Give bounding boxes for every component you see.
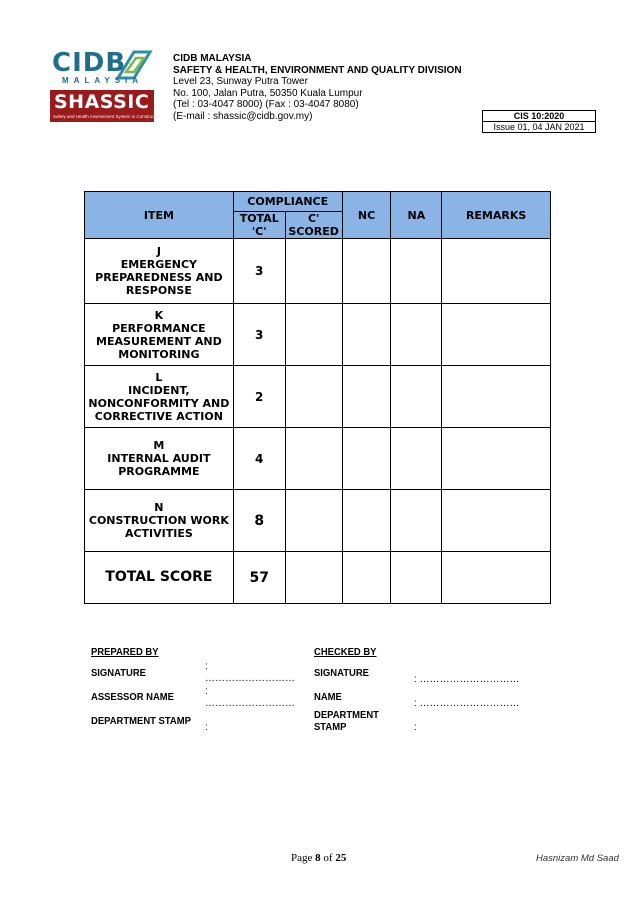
total-c-cell: 2: [233, 366, 285, 428]
cidb-logo-text: CIDB: [52, 48, 127, 78]
na-cell[interactable]: [391, 366, 442, 428]
shassic-logo-tagline: Safety and Health Assessment System in Construction: [53, 114, 162, 119]
header-c-scored: C' SCORED: [285, 212, 342, 239]
shassic-logo-title: SHASSIC: [54, 91, 150, 113]
prepared-by-heading: PREPARED BY: [91, 646, 159, 658]
prepared-signature-colon: :: [205, 661, 208, 672]
division-name: SAFETY & HEALTH, ENVIRONMENT AND QUALITY DIVISION: [173, 64, 462, 76]
table-row: [85, 428, 551, 490]
checked-signature-label: SIGNATURE: [314, 667, 369, 679]
total-c-cell: 3: [233, 304, 285, 366]
checked-department-stamp-field[interactable]: :: [414, 722, 417, 733]
checked-department-stamp-label: DEPARTMENT STAMP: [314, 709, 379, 733]
shassic-logo: [50, 90, 162, 122]
remarks-total-cell[interactable]: [442, 552, 551, 604]
nc-cell[interactable]: [342, 366, 391, 428]
prepared-signature-field[interactable]: ………………………: [205, 673, 295, 684]
prepared-department-stamp-label: DEPARTMENT STAMP: [91, 715, 191, 727]
cidb-logo-subtitle: MALAYSIA: [62, 76, 144, 85]
c-scored-cell[interactable]: [285, 428, 342, 490]
remarks-cell[interactable]: [442, 428, 551, 490]
remarks-cell[interactable]: [442, 304, 551, 366]
item-cell: N CONSTRUCTION WORK ACTIVITIES: [85, 490, 234, 552]
remarks-cell[interactable]: [442, 490, 551, 552]
letterhead: [173, 53, 462, 123]
total-score-value: 57: [233, 552, 285, 604]
header-remarks: REMARKS: [442, 192, 551, 239]
compliance-table: [84, 191, 551, 604]
address-line-2: No. 100, Jalan Putra, 50350 Kuala Lumpur: [173, 87, 363, 99]
email: (E-mail : shassic@cidb.gov.my): [173, 110, 313, 122]
nc-cell[interactable]: [342, 490, 391, 552]
header-compliance: COMPLIANCE: [233, 192, 342, 212]
issue-date: Issue 01, 04 JAN 2021: [493, 122, 585, 132]
checked-name-field[interactable]: : …………………………: [414, 698, 520, 709]
prepared-department-stamp-field[interactable]: :: [205, 722, 208, 733]
checked-by-heading: CHECKED BY: [314, 646, 377, 658]
item-cell: J EMERGENCY PREPAREDNESS AND RESPONSE: [85, 239, 234, 304]
nc-total-cell[interactable]: [342, 552, 391, 604]
assessor-name-colon: :: [205, 686, 208, 697]
address-line-1: Level 23, Sunway Putra Tower: [173, 76, 308, 88]
c-scored-cell[interactable]: [285, 490, 342, 552]
na-cell[interactable]: [391, 428, 442, 490]
author-name: Hasnizam Md Saad: [536, 853, 619, 864]
checked-name-label: NAME: [314, 691, 342, 703]
total-c-cell: 3: [233, 239, 285, 304]
c-scored-cell[interactable]: [285, 239, 342, 304]
item-cell: M INTERNAL AUDIT PROGRAMME: [85, 428, 234, 490]
nc-cell[interactable]: [342, 304, 391, 366]
na-cell[interactable]: [391, 490, 442, 552]
item-cell: K PERFORMANCE MEASUREMENT AND MONITORING: [85, 304, 234, 366]
header-nc: NC: [342, 192, 391, 239]
total-c-cell: 8: [233, 490, 285, 552]
total-score-label: TOTAL SCORE: [85, 552, 234, 604]
assessor-name-field[interactable]: ………………………: [205, 698, 295, 709]
table-row: [85, 239, 551, 304]
nc-cell[interactable]: [342, 239, 391, 304]
table-row: [85, 366, 551, 428]
nc-cell[interactable]: [342, 428, 391, 490]
header-item: ITEM: [85, 192, 234, 239]
phone-fax: (Tel : 03-4047 8000) (Fax : 03-4047 8080): [173, 99, 359, 111]
org-name: CIDB MALAYSIA: [173, 53, 252, 64]
prepared-signature-label: SIGNATURE: [91, 667, 146, 679]
table-row: [85, 490, 551, 552]
item-cell: L INCIDENT, NONCONFORMITY AND CORRECTIVE ACTION: [85, 366, 234, 428]
header-na: NA: [391, 192, 442, 239]
na-cell[interactable]: [391, 239, 442, 304]
document-code: CIS 10:2020: [483, 111, 595, 122]
page-number: Page 8 of 25: [291, 852, 347, 864]
c-scored-cell[interactable]: [285, 304, 342, 366]
table-row: [85, 304, 551, 366]
total-row: [85, 552, 551, 604]
checked-signature-field[interactable]: : …………………………: [414, 674, 520, 685]
c-scored-cell[interactable]: [285, 366, 342, 428]
c-scored-total-cell[interactable]: [285, 552, 342, 604]
na-total-cell[interactable]: [391, 552, 442, 604]
na-cell[interactable]: [391, 304, 442, 366]
header-total-c: TOTAL 'C': [233, 212, 285, 239]
remarks-cell[interactable]: [442, 366, 551, 428]
total-c-cell: 4: [233, 428, 285, 490]
document-code-box: [482, 110, 596, 133]
remarks-cell[interactable]: [442, 239, 551, 304]
assessor-name-label: ASSESSOR NAME: [91, 691, 174, 703]
